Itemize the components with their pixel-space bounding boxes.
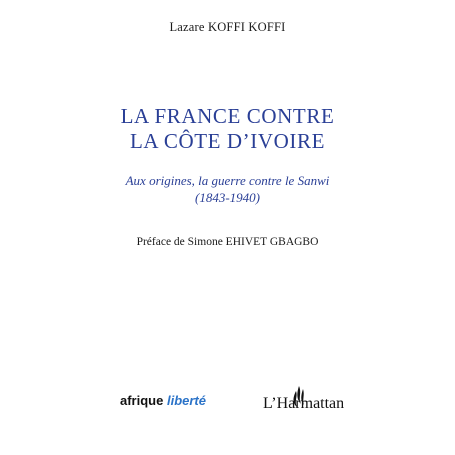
subtitle-line-2: (1843-1940) [195, 190, 260, 205]
collection-word-1: afrique [120, 393, 164, 408]
collection-logo [120, 393, 218, 413]
publisher-name: L’Harmattan [263, 395, 345, 412]
preface-credit: Préface de Simone EHIVET GBAGBO [136, 236, 319, 248]
author-first-name: Lazare [169, 20, 205, 34]
book-title [0, 104, 455, 154]
book-subtitle [0, 172, 455, 206]
title-line-1: LA FRANCE CONTRE [120, 104, 335, 128]
author-name [0, 20, 455, 35]
author-last-name: KOFFI KOFFI [207, 20, 286, 34]
collection-word-2: liberté [166, 393, 206, 408]
subtitle-line-1: Aux origines, la guerre contre le Sanwi [125, 173, 330, 188]
title-line-2: LA CÔTE D’IVOIRE [129, 129, 326, 153]
